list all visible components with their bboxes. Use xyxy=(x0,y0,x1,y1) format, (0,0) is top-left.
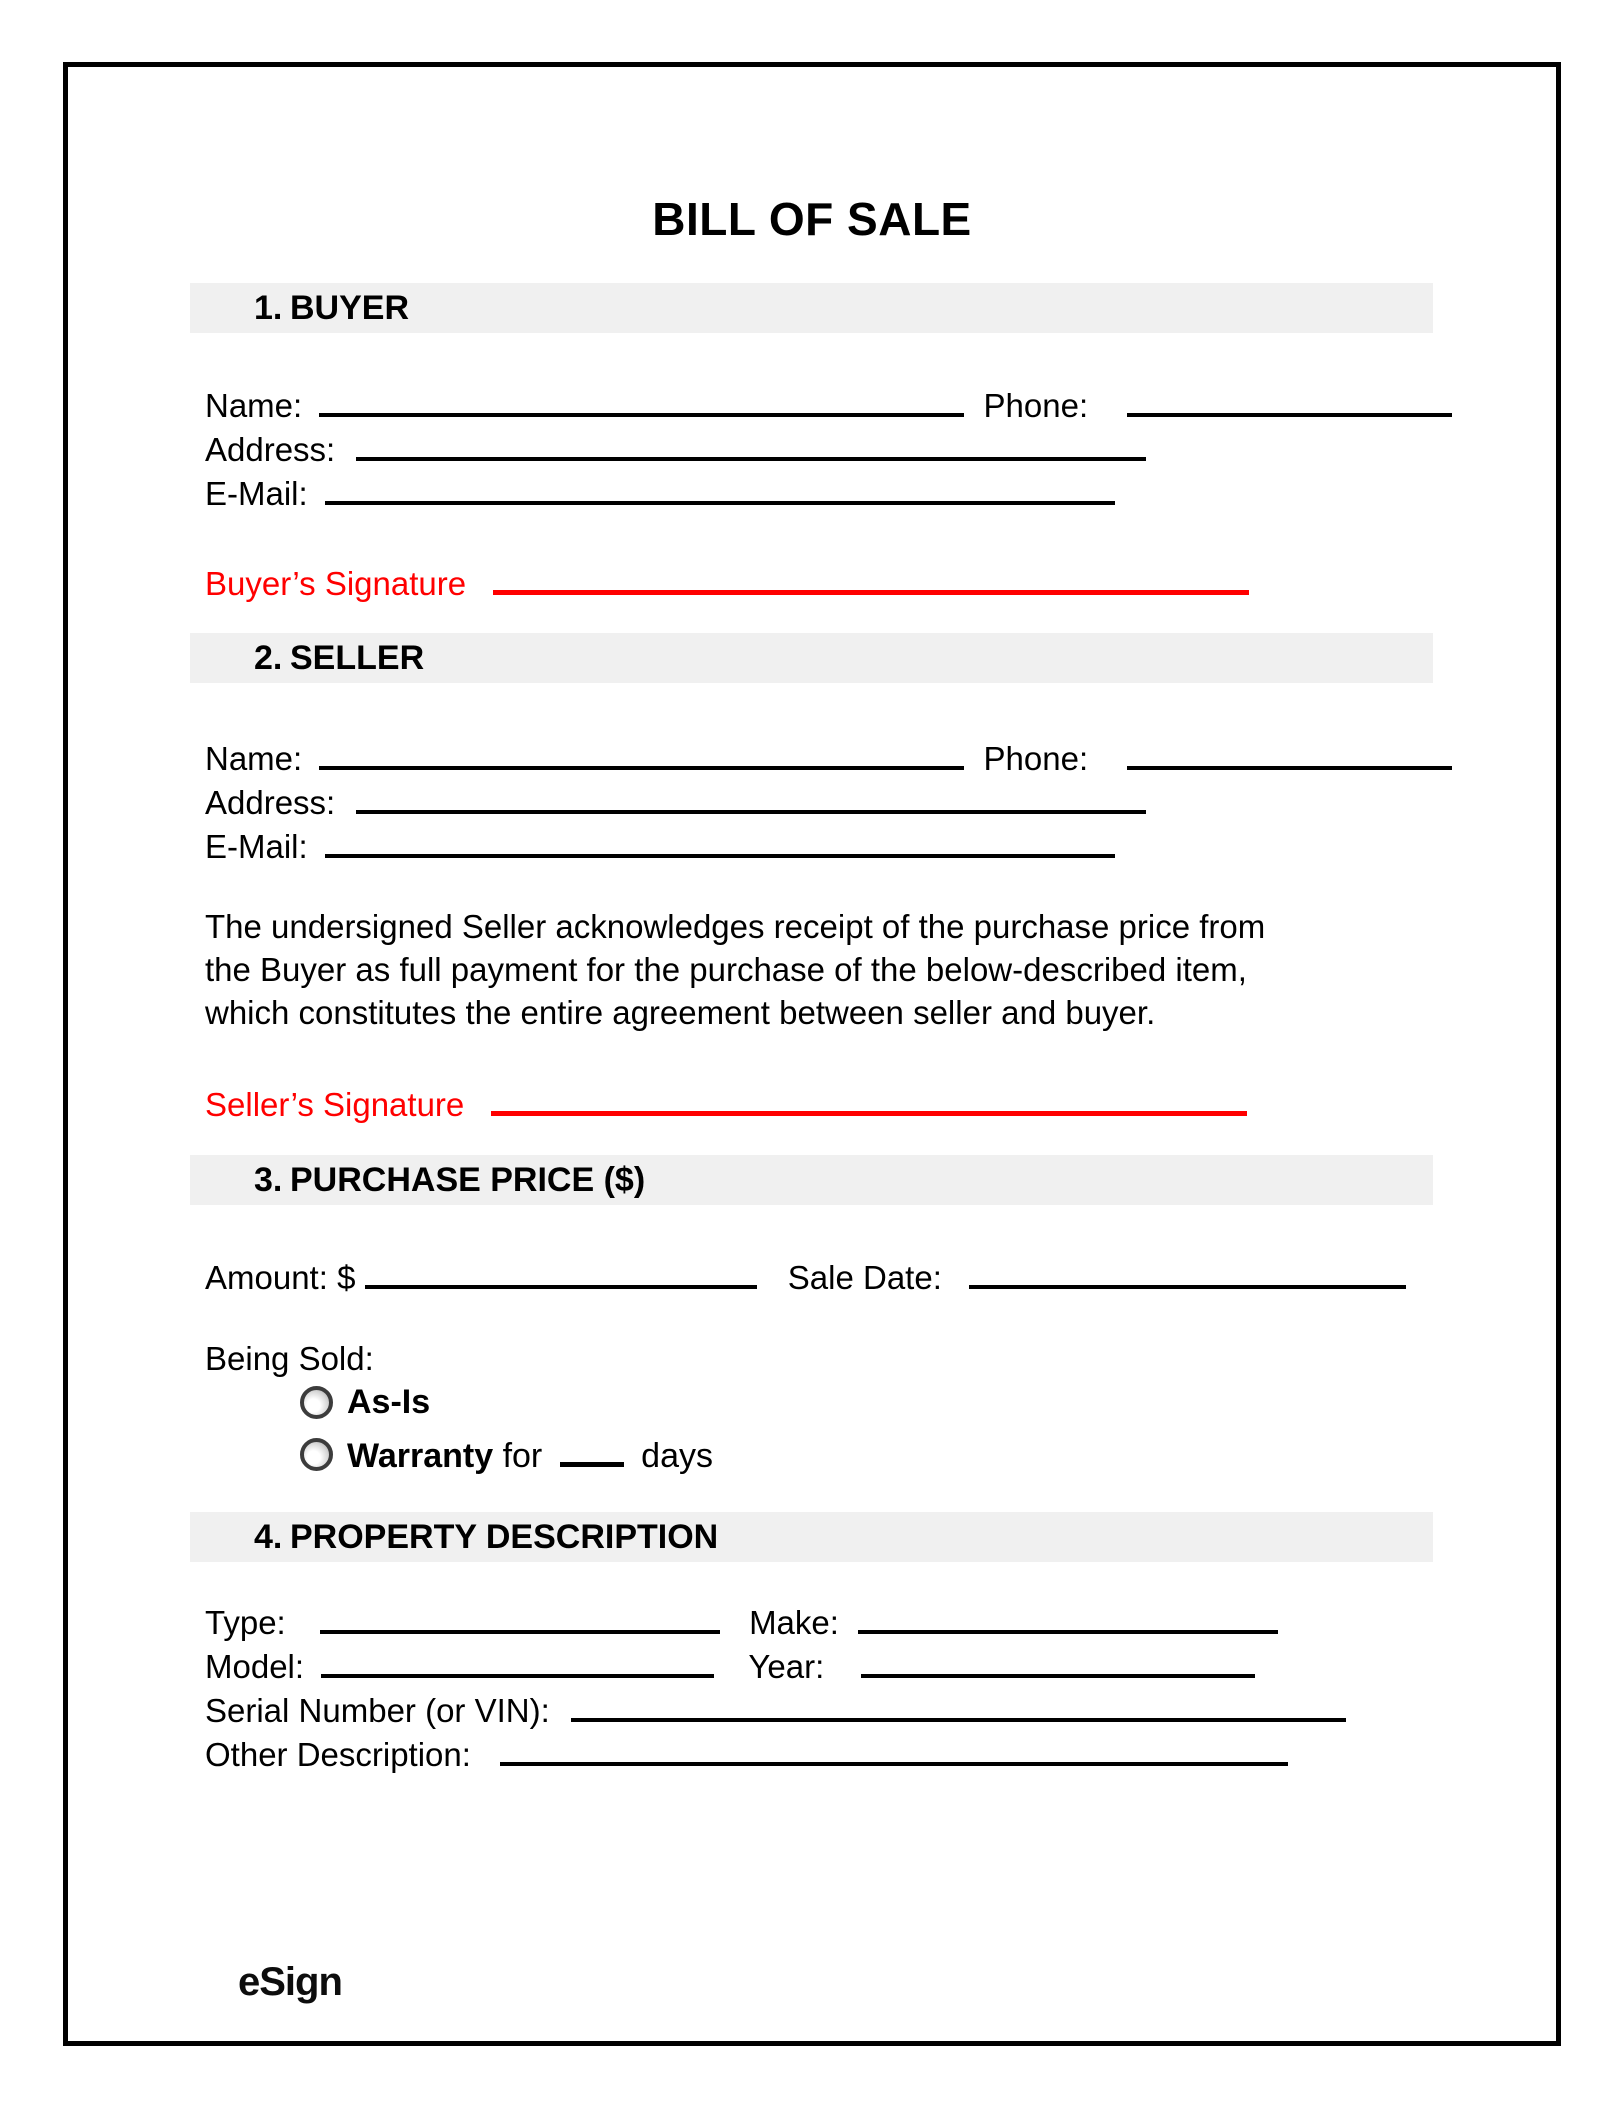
section-header-property-description xyxy=(190,1512,1433,1562)
other-description-label: Other Description: xyxy=(205,1736,471,1773)
section-header-seller xyxy=(190,633,1433,683)
sale-date-field[interactable] xyxy=(969,1255,1406,1289)
section-heading: SELLER xyxy=(290,638,425,677)
warranty-for-text: for xyxy=(502,1437,543,1475)
buyer-address-row xyxy=(205,427,1146,469)
seller-acknowledgment-paragraph xyxy=(205,905,1265,1034)
buyer-signature-row xyxy=(205,560,1249,603)
model-label: Model: xyxy=(205,1648,305,1685)
type-field[interactable] xyxy=(320,1600,720,1634)
esign-logo: eSign xyxy=(238,1960,342,2004)
buyer-phone-field[interactable] xyxy=(1127,383,1452,417)
seller-signature-row xyxy=(205,1081,1247,1124)
buyer-signature-field[interactable] xyxy=(493,560,1249,595)
year-label: Year: xyxy=(748,1648,825,1685)
as-is-radio-button[interactable] xyxy=(300,1386,333,1419)
seller-email-field[interactable] xyxy=(325,824,1115,858)
warranty-radio-button[interactable] xyxy=(300,1438,333,1471)
buyer-signature-label: Buyer’s Signature xyxy=(205,565,467,602)
buyer-address-field[interactable] xyxy=(356,427,1146,461)
make-field[interactable] xyxy=(858,1600,1278,1634)
buyer-address-label: Address: xyxy=(205,431,336,468)
section-number: 4. xyxy=(254,1517,283,1556)
serial-number-row xyxy=(205,1688,1346,1730)
model-year-row xyxy=(205,1644,1255,1686)
as-is-label: As-Is xyxy=(347,1382,431,1421)
amount-label: Amount: $ xyxy=(205,1259,356,1296)
buyer-name-field[interactable] xyxy=(319,383,964,417)
type-label: Type: xyxy=(205,1604,286,1641)
serial-number-field[interactable] xyxy=(571,1688,1346,1722)
document-title: BILL OF SALE xyxy=(652,193,972,245)
amount-field[interactable] xyxy=(365,1255,757,1289)
model-field[interactable] xyxy=(321,1644,714,1678)
acknowledgment-line-2: the Buyer as full payment for the purchase of the below-described item, xyxy=(205,951,1247,988)
other-description-field[interactable] xyxy=(500,1732,1288,1766)
seller-phone-label: Phone: xyxy=(983,740,1089,777)
other-description-row xyxy=(205,1732,1288,1774)
section-header-buyer xyxy=(190,283,1433,333)
warranty-label: Warranty xyxy=(347,1437,494,1475)
buyer-name-label: Name: xyxy=(205,387,303,424)
warranty-days-field[interactable] xyxy=(560,1432,624,1467)
sale-date-label: Sale Date: xyxy=(787,1259,942,1296)
seller-signature-field[interactable] xyxy=(491,1081,1247,1116)
buyer-name-phone-row xyxy=(205,383,1452,425)
year-field[interactable] xyxy=(861,1644,1255,1678)
serial-number-label: Serial Number (or VIN): xyxy=(205,1692,550,1729)
make-label: Make: xyxy=(749,1604,839,1641)
being-sold-label: Being Sold: xyxy=(205,1340,374,1377)
seller-address-row xyxy=(205,780,1146,822)
option-warranty-row xyxy=(300,1434,713,1474)
seller-name-label: Name: xyxy=(205,740,303,777)
buyer-email-label: E-Mail: xyxy=(205,475,308,512)
section-number: 3. xyxy=(254,1160,283,1199)
seller-email-label: E-Mail: xyxy=(205,828,308,865)
acknowledgment-line-3: which constitutes the entire agreement between seller and buyer. xyxy=(205,994,1156,1031)
seller-address-field[interactable] xyxy=(356,780,1146,814)
type-make-row xyxy=(205,1600,1278,1642)
acknowledgment-line-1: The undersigned Seller acknowledges receipt of the purchase price from xyxy=(205,908,1266,945)
warranty-option-text xyxy=(347,1432,713,1476)
seller-name-phone-row xyxy=(205,736,1452,778)
buyer-phone-label: Phone: xyxy=(983,387,1089,424)
seller-phone-field[interactable] xyxy=(1127,736,1452,770)
section-heading: BUYER xyxy=(290,288,410,327)
seller-signature-label: Seller’s Signature xyxy=(205,1086,465,1123)
section-number: 1. xyxy=(254,288,283,327)
seller-name-field[interactable] xyxy=(319,736,964,770)
buyer-email-row xyxy=(205,471,1115,513)
section-heading: PROPERTY DESCRIPTION xyxy=(290,1517,719,1556)
being-sold-row xyxy=(205,1340,374,1378)
amount-sale-date-row xyxy=(205,1255,1406,1297)
section-number: 2. xyxy=(254,638,283,677)
option-as-is-row xyxy=(300,1382,430,1422)
warranty-days-text: days xyxy=(641,1437,713,1475)
section-header-purchase-price xyxy=(190,1155,1433,1205)
seller-address-label: Address: xyxy=(205,784,336,821)
buyer-email-field[interactable] xyxy=(325,471,1115,505)
seller-email-row xyxy=(205,824,1115,866)
section-heading: PURCHASE PRICE ($) xyxy=(290,1160,646,1199)
